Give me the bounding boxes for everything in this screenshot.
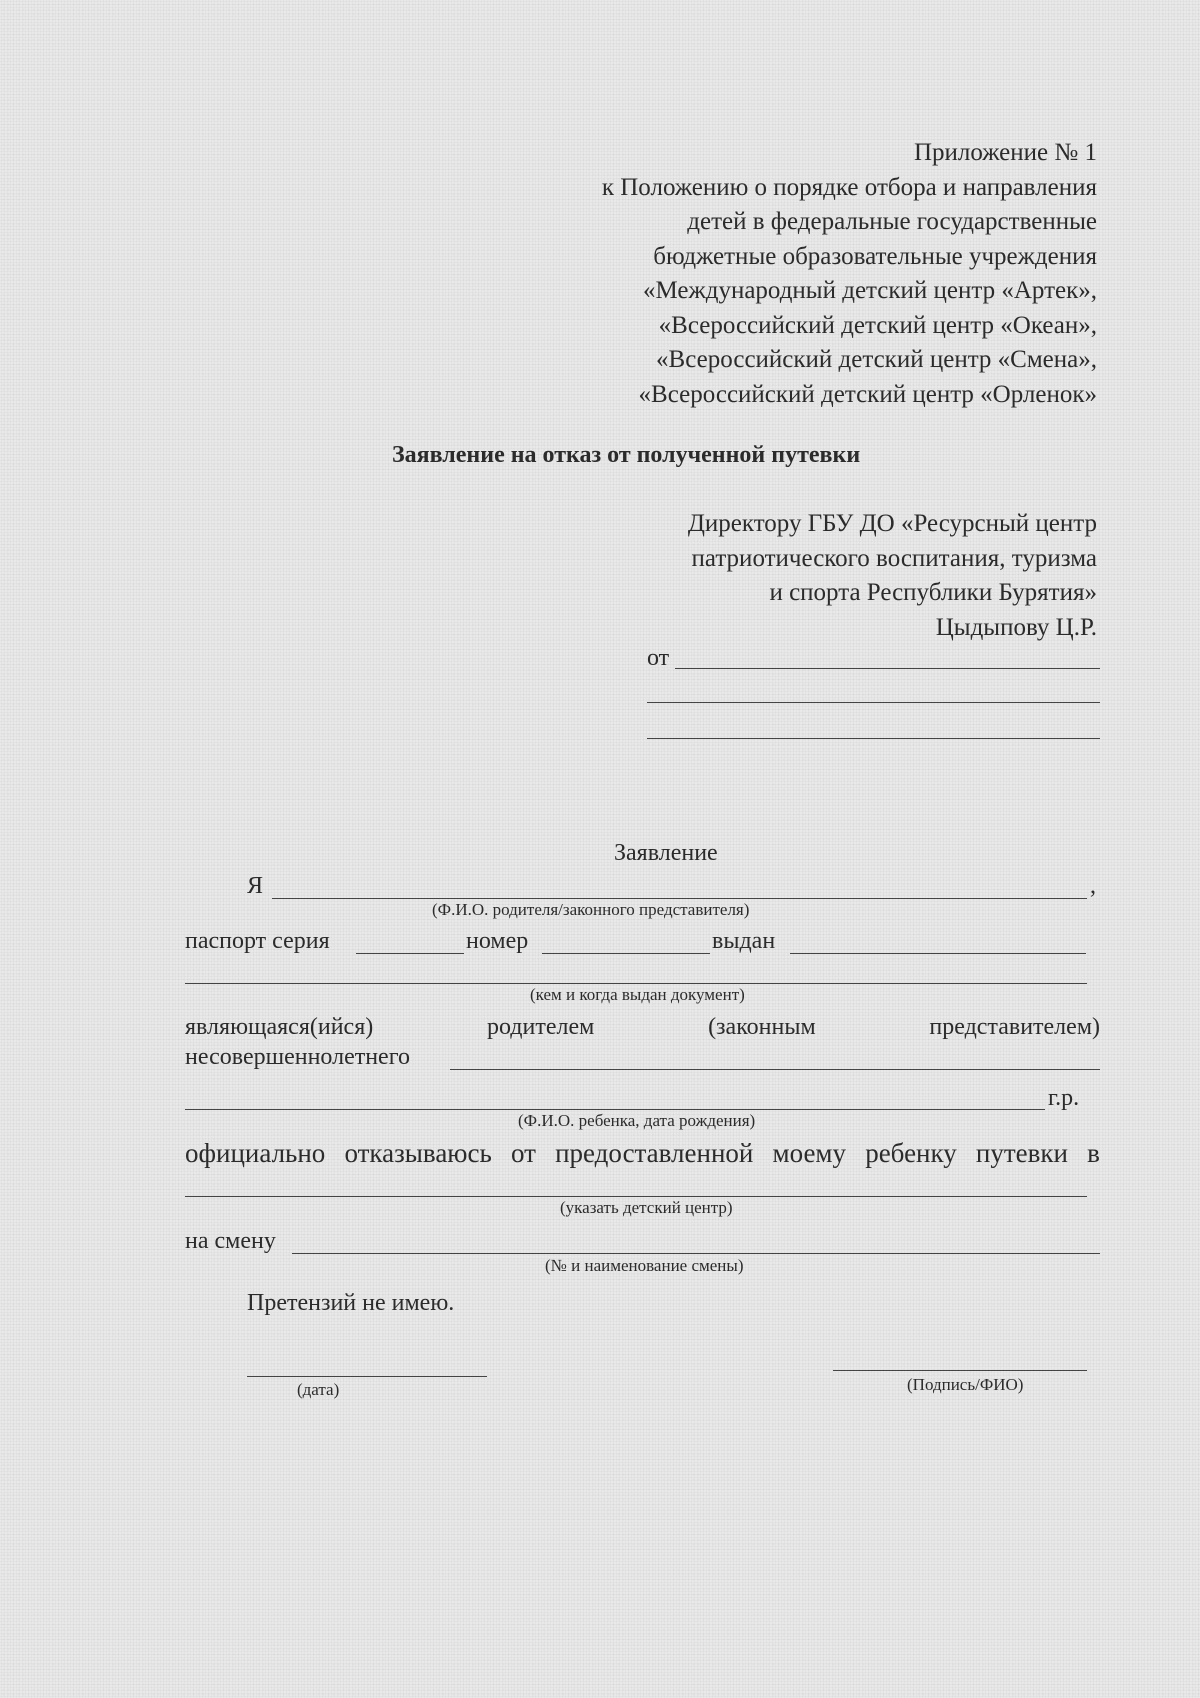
annex-line: «Всероссийский детский центр «Смена», bbox=[656, 346, 1097, 373]
word: от bbox=[510, 1138, 536, 1168]
statement-heading: Заявление bbox=[614, 840, 718, 866]
from-line-1[interactable] bbox=[675, 668, 1100, 669]
word: являющаяся(ийся) bbox=[185, 1014, 374, 1040]
signature-hint: (Подпись/ФИО) bbox=[907, 1375, 1024, 1394]
minor-name-line[interactable] bbox=[450, 1069, 1100, 1070]
word: ребенку bbox=[865, 1138, 957, 1168]
hint-center: (указать детский центр) bbox=[560, 1198, 733, 1217]
from-label: от bbox=[647, 645, 670, 671]
signature-line[interactable] bbox=[833, 1370, 1087, 1371]
word: представителем) bbox=[929, 1014, 1100, 1040]
word: моему bbox=[772, 1138, 847, 1168]
center-line[interactable] bbox=[185, 1196, 1087, 1197]
birth-year-suffix: г.р. bbox=[1048, 1085, 1080, 1111]
annex-line: «Всероссийский детский центр «Океан», bbox=[658, 311, 1097, 339]
hint-fio-parent: (Ф.И.О. родителя/законного представителя) bbox=[432, 900, 750, 919]
hint-shift: (№ и наименование смены) bbox=[545, 1256, 744, 1275]
annex-line: детей в федеральные государственные bbox=[687, 208, 1097, 235]
shift-line[interactable] bbox=[292, 1253, 1100, 1254]
passport-series-label: паспорт серия bbox=[185, 928, 330, 954]
word: официально bbox=[185, 1138, 326, 1168]
comma: , bbox=[1090, 873, 1096, 899]
refuse-line bbox=[185, 1138, 1100, 1169]
addressee-line: и спорта Республики Бурятия» bbox=[769, 579, 1097, 606]
hint-issued-by: (кем и когда выдан документ) bbox=[530, 985, 745, 1004]
issued-by-line[interactable] bbox=[185, 983, 1087, 984]
parent-name-line[interactable] bbox=[272, 898, 1087, 899]
passport-number-label: номер bbox=[466, 928, 529, 954]
word: (законным bbox=[708, 1014, 816, 1040]
from-line-2[interactable] bbox=[647, 702, 1100, 703]
passport-issued-line[interactable] bbox=[790, 953, 1086, 954]
addressee-line: патриотического воспитания, туризма bbox=[691, 544, 1097, 572]
word: путевки bbox=[975, 1138, 1068, 1168]
child-dob-line[interactable] bbox=[185, 1109, 1045, 1110]
word: предоставленной bbox=[555, 1138, 754, 1168]
no-claims: Претензий не имею. bbox=[247, 1290, 455, 1316]
date-hint: (дата) bbox=[297, 1380, 340, 1399]
i-label: Я bbox=[247, 873, 264, 899]
from-line-3[interactable] bbox=[647, 738, 1100, 739]
minor-label: несовершеннолетнего bbox=[185, 1044, 410, 1070]
annex-line: «Международный детский центр «Артек», bbox=[642, 277, 1097, 304]
addressee-line: Цыдыпову Ц.Р. bbox=[935, 613, 1097, 641]
annex-line: к Положению о порядке отбора и направления bbox=[601, 173, 1097, 201]
document-title: Заявление на отказ от полученной путевки bbox=[392, 442, 861, 468]
hint-child: (Ф.И.О. ребенка, дата рождения) bbox=[518, 1111, 756, 1130]
addressee-block bbox=[577, 507, 1097, 645]
being-parent-line bbox=[185, 1014, 1100, 1041]
word: в bbox=[1087, 1138, 1100, 1168]
annex-header bbox=[477, 136, 1097, 412]
passport-issued-label: выдан bbox=[712, 928, 776, 954]
word: родителем bbox=[486, 1014, 595, 1040]
word: отказываюсь bbox=[344, 1138, 492, 1168]
passport-number-line[interactable] bbox=[542, 953, 710, 954]
addressee-line: Директору ГБУ ДО «Ресурсный центр bbox=[687, 510, 1097, 537]
shift-label: на смену bbox=[185, 1228, 276, 1254]
annex-line: бюджетные образовательные учреждения bbox=[653, 242, 1097, 270]
date-line[interactable] bbox=[247, 1376, 487, 1377]
annex-line: «Всероссийский детский центр «Орленок» bbox=[638, 380, 1097, 408]
annex-line: Приложение № 1 bbox=[913, 139, 1097, 166]
passport-series-line[interactable] bbox=[356, 953, 464, 954]
